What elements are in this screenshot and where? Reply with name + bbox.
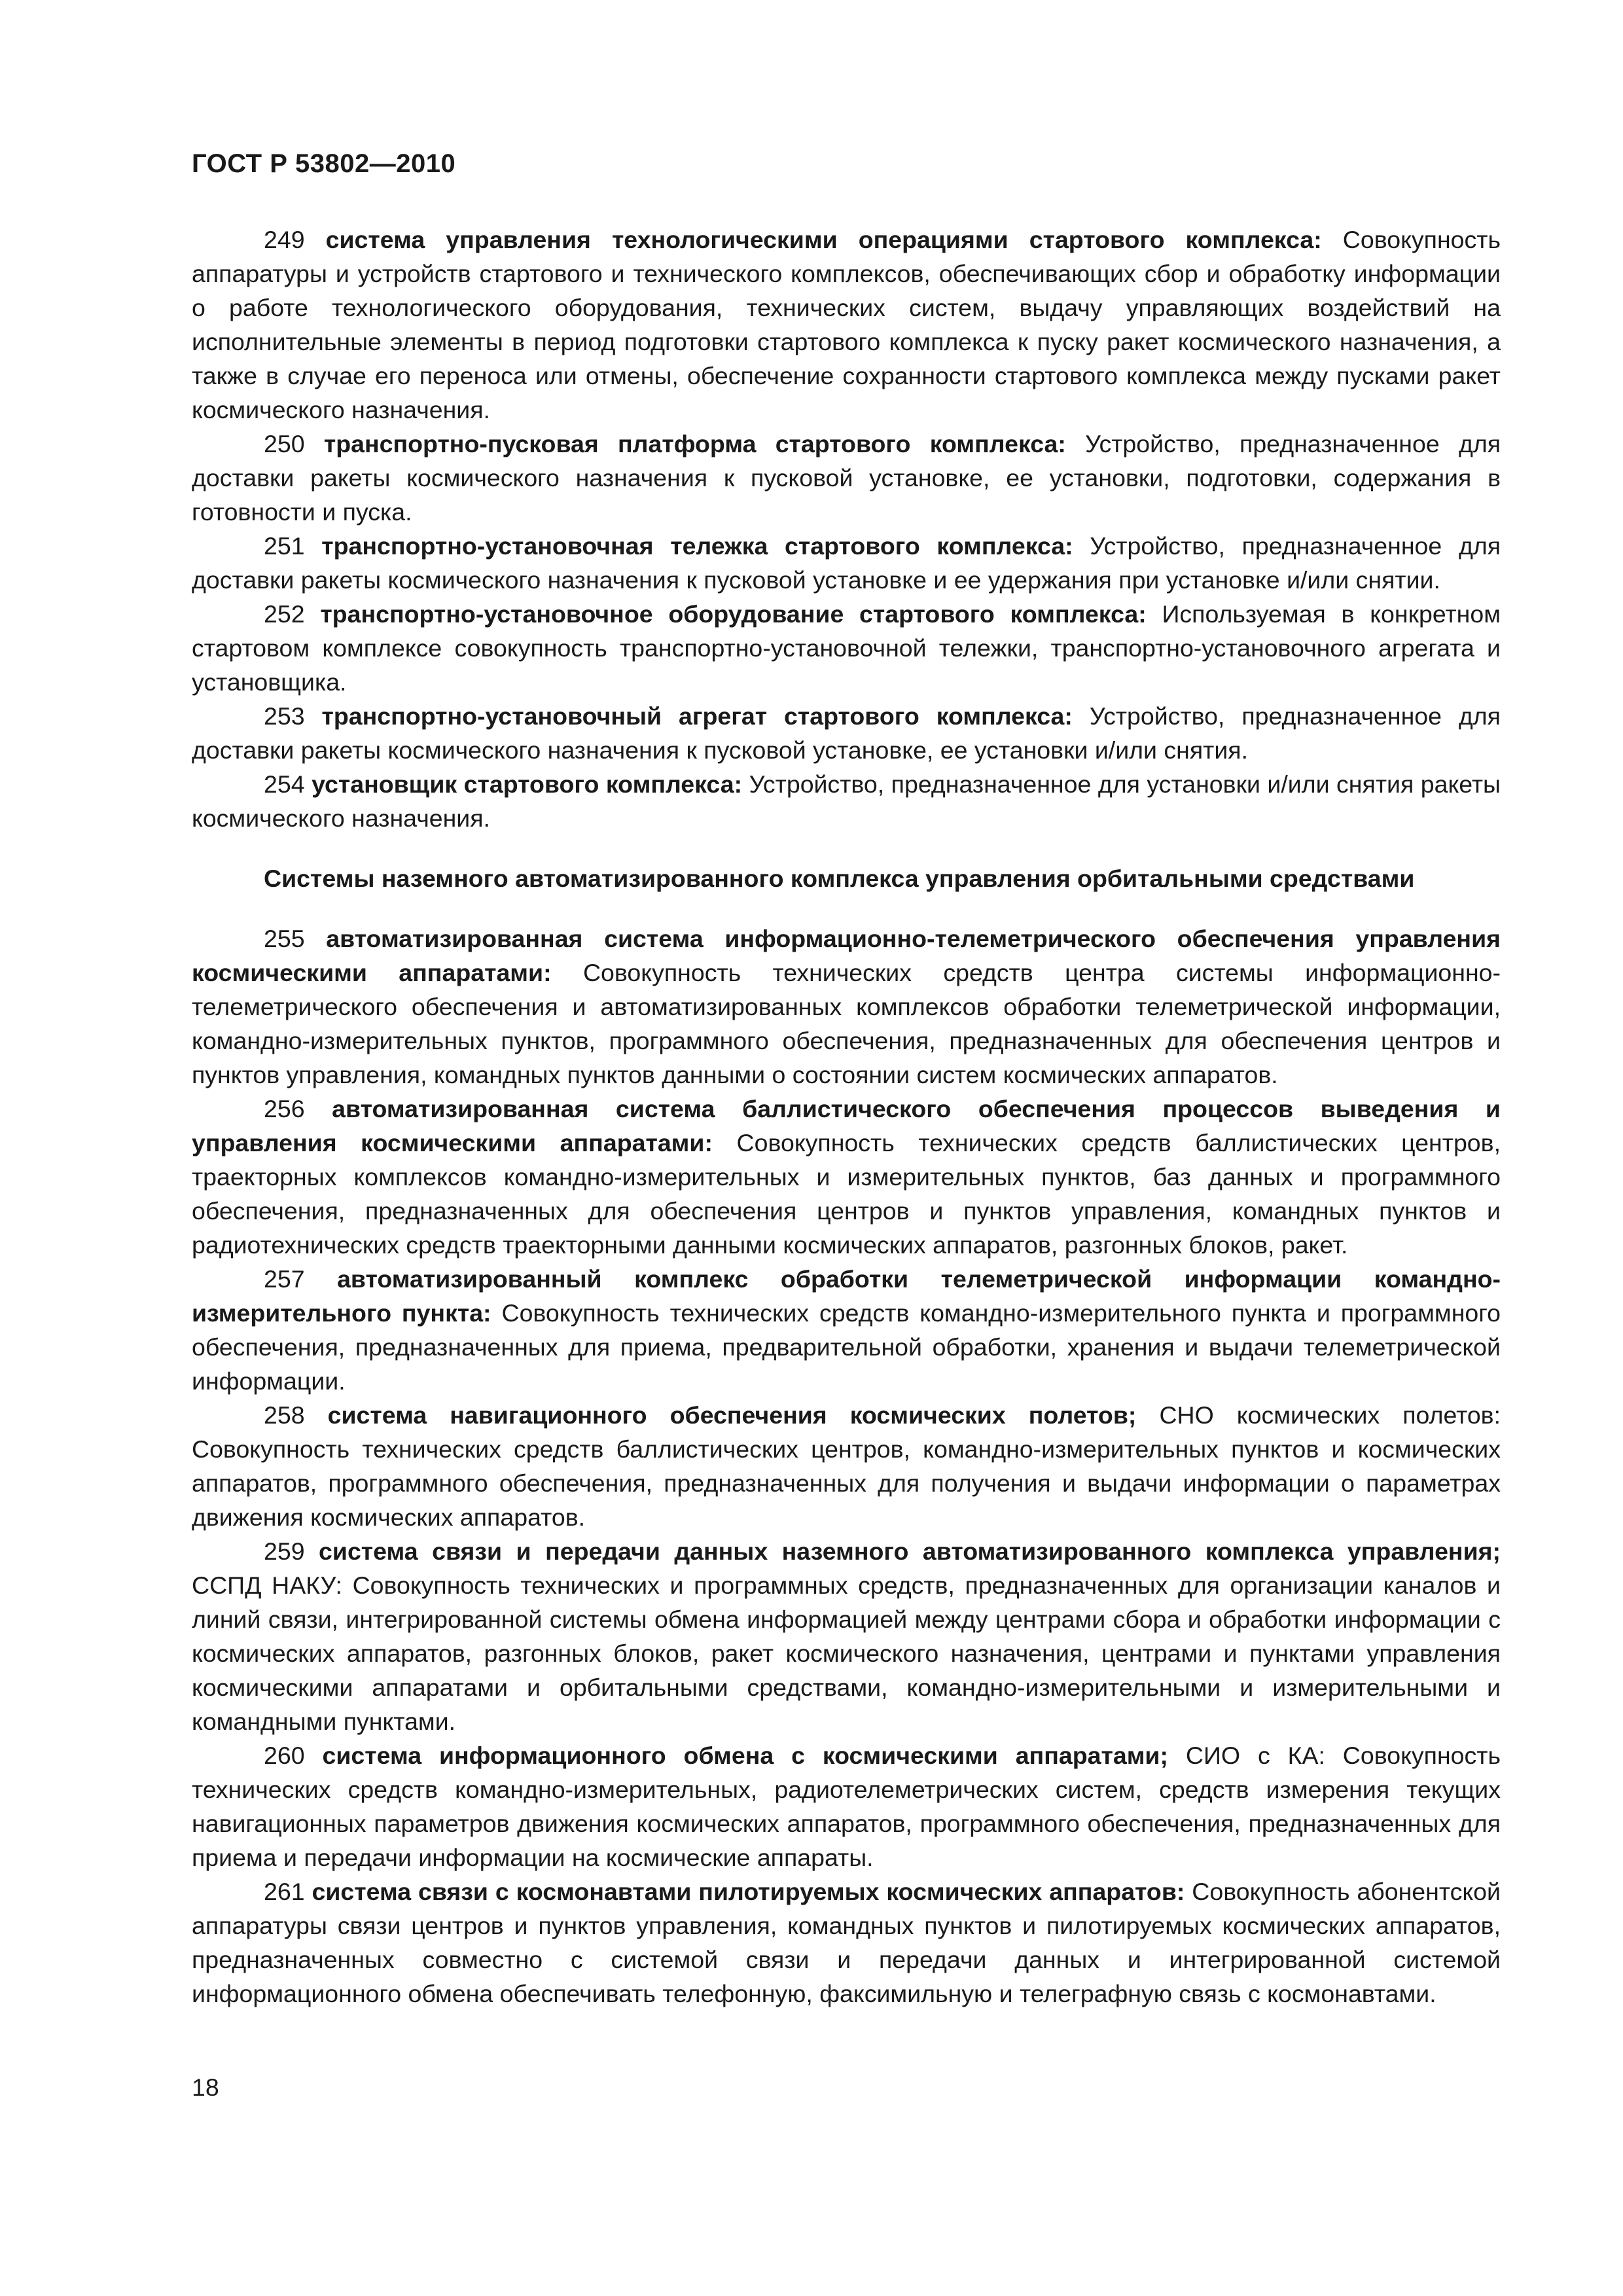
term-number: 257 — [264, 1265, 305, 1293]
page-number: 18 — [192, 2073, 219, 2101]
term-name: система связи с космонавтами пилотируемых космических аппаратов: — [312, 1878, 1185, 1905]
term-number: 260 — [264, 1742, 305, 1769]
term-number: 256 — [264, 1095, 305, 1122]
document-body — [192, 223, 1501, 2011]
term-name: установщик стартового комплекса: — [312, 770, 743, 798]
term-name: автоматизированный комплекс обработки телеметрической информации командно-измерительного пункта: — [192, 1265, 1501, 1327]
term-definition: Совокупность технических средств баллистических центров, траекторных комплексов командно-измерительных и измерительных пунктов, баз данных и программного обеспечения, предназначенных для обеспечения центров и пунктов управления, командных пунктов и радиотехнических средств траекторными данными космических аппаратов, разгонных блоков, ракет. — [192, 1129, 1501, 1259]
term-entry — [192, 1262, 1501, 1398]
term-number: 251 — [264, 532, 305, 560]
term-name: система связи и передачи данных наземного автоматизированного комплекса управления; — [319, 1537, 1501, 1565]
term-entry — [192, 1738, 1501, 1874]
term-number: 258 — [264, 1401, 305, 1429]
term-number: 254 — [264, 770, 305, 798]
term-name: транспортно-установочный агрегат стартового комплекса: — [321, 702, 1073, 730]
term-name: транспортно-пусковая платформа стартового комплекса: — [323, 430, 1066, 457]
term-entry — [192, 1398, 1501, 1534]
term-entry — [192, 699, 1501, 767]
term-definition: Используемая в конкретном стартовом комплексе совокупность транспортно-установочной тележки, транспортно-установочного агрегата и установщика. — [192, 600, 1501, 696]
term-entry — [192, 767, 1501, 835]
term-definition: ССПД НАКУ: Совокупность технических и программных средств, предназначенных для организации каналов и линий связи, интегрированной системы обмена информацией между центрами сбора и обработки информации с космических аппаратов, разгонных блоков, ракет космического назначения, центрами и пунктами управления космическими аппаратами и орбитальными средствами, командно-измерительными и измерительными и командными пунктами. — [192, 1571, 1501, 1735]
term-number: 253 — [264, 702, 305, 730]
document-header: ГОСТ Р 53802—2010 — [192, 149, 456, 178]
term-entry — [192, 1534, 1501, 1738]
term-entry — [192, 1874, 1501, 2011]
term-number: 255 — [264, 925, 305, 952]
term-definition: Совокупность технических средств центра системы информационно-телеметрического обеспечения и автоматизированных комплексов обработки телеметрической информации, командно-измерительных пунктов, программного обеспечения, предназначенных для обеспечения центров и пунктов управления, командных пунктов данными о состоянии систем космических аппаратов. — [192, 959, 1501, 1088]
term-number: 252 — [264, 600, 305, 628]
term-number: 250 — [264, 430, 305, 457]
term-definition: Устройство, предназначенное для доставки ракеты космического назначения к пусковой установке и ее удержания при установке и/или снятии. — [192, 532, 1501, 594]
term-definition: Совокупность технических средств командно-измерительного пункта и программного обеспечения, предназначенных для приема, предварительной обработки, хранения и выдачи телеметрической информации. — [192, 1299, 1501, 1395]
term-name: автоматизированная система баллистического обеспечения процессов выведения и управления космическими аппаратами: — [192, 1095, 1501, 1157]
term-number: 259 — [264, 1537, 305, 1565]
term-list — [192, 922, 1501, 2011]
term-definition: Устройство, предназначенное для установки и/или снятия ракеты космического назначения. — [192, 770, 1501, 832]
term-name: система управления технологическими операциями стартового комплекса: — [325, 226, 1322, 253]
term-entry — [192, 427, 1501, 529]
term-entry — [192, 597, 1501, 699]
term-definition: Устройство, предназначенное для доставки ракеты космического назначения к пусковой установке, ее установки и/или снятия. — [192, 702, 1501, 764]
term-number: 249 — [264, 226, 305, 253]
term-definition: СНО космических полетов: Совокупность технических средств баллистических центров, командно-измерительных пунктов и космических аппаратов, программного обеспечения, предназначенных для получения и выдачи информации о параметрах движения космических аппаратов. — [192, 1401, 1501, 1531]
term-entry — [192, 223, 1501, 427]
term-definition: Устройство, предназначенное для доставки ракеты космического назначения к пусковой установке, ее установки, подготовки, содержания в готовности и пуска. — [192, 430, 1501, 526]
section-title: Системы наземного автоматизированного комплекса управления орбитальными средствами — [264, 865, 1415, 892]
term-number: 261 — [264, 1878, 305, 1905]
term-definition: Совокупность аппаратуры и устройств стартового и технического комплексов, обеспечивающих сбор и обработку информации о работе технологического оборудования, технических систем, выдачу управляющих воздействий на исполнительные элементы в период подготовки стартового комплекса к пуску ракет космического назначения, а также в случае его переноса или отмены, обеспечение сохранности стартового комплекса между пусками ракет космического назначения. — [192, 226, 1501, 423]
term-definition: Совокупность абонентской аппаратуры связи центров и пунктов управления, командных пунктов и пилотируемых космических аппаратов, предназначенных совместно с системой связи и передачи данных и интегрированной системой информационного обмена обеспечивать телефонную, факсимильную и телеграфную связь с космонавтами. — [192, 1878, 1501, 2007]
term-name: система информационного обмена с космическими аппаратами; — [322, 1742, 1168, 1769]
term-name: транспортно-установочное оборудование стартового комплекса: — [320, 600, 1147, 628]
term-entry — [192, 1092, 1501, 1262]
term-definition: СИО с КА: Совокупность технических средств командно-измерительных, радиотелеметрических систем, средств измерения текущих навигационных параметров движения космических аппаратов, программного обеспечения, предназначенных для приема и передачи информации на космические аппараты. — [192, 1742, 1501, 1871]
term-entry — [192, 922, 1501, 1092]
term-name: транспортно-установочная тележка стартового комплекса: — [321, 532, 1073, 560]
term-entry — [192, 529, 1501, 597]
term-list — [192, 223, 1501, 835]
term-name: система навигационного обеспечения космических полетов; — [327, 1401, 1137, 1429]
term-name: автоматизированная система информационно-телеметрического обеспечения управления космическими аппаратами: — [192, 925, 1501, 986]
